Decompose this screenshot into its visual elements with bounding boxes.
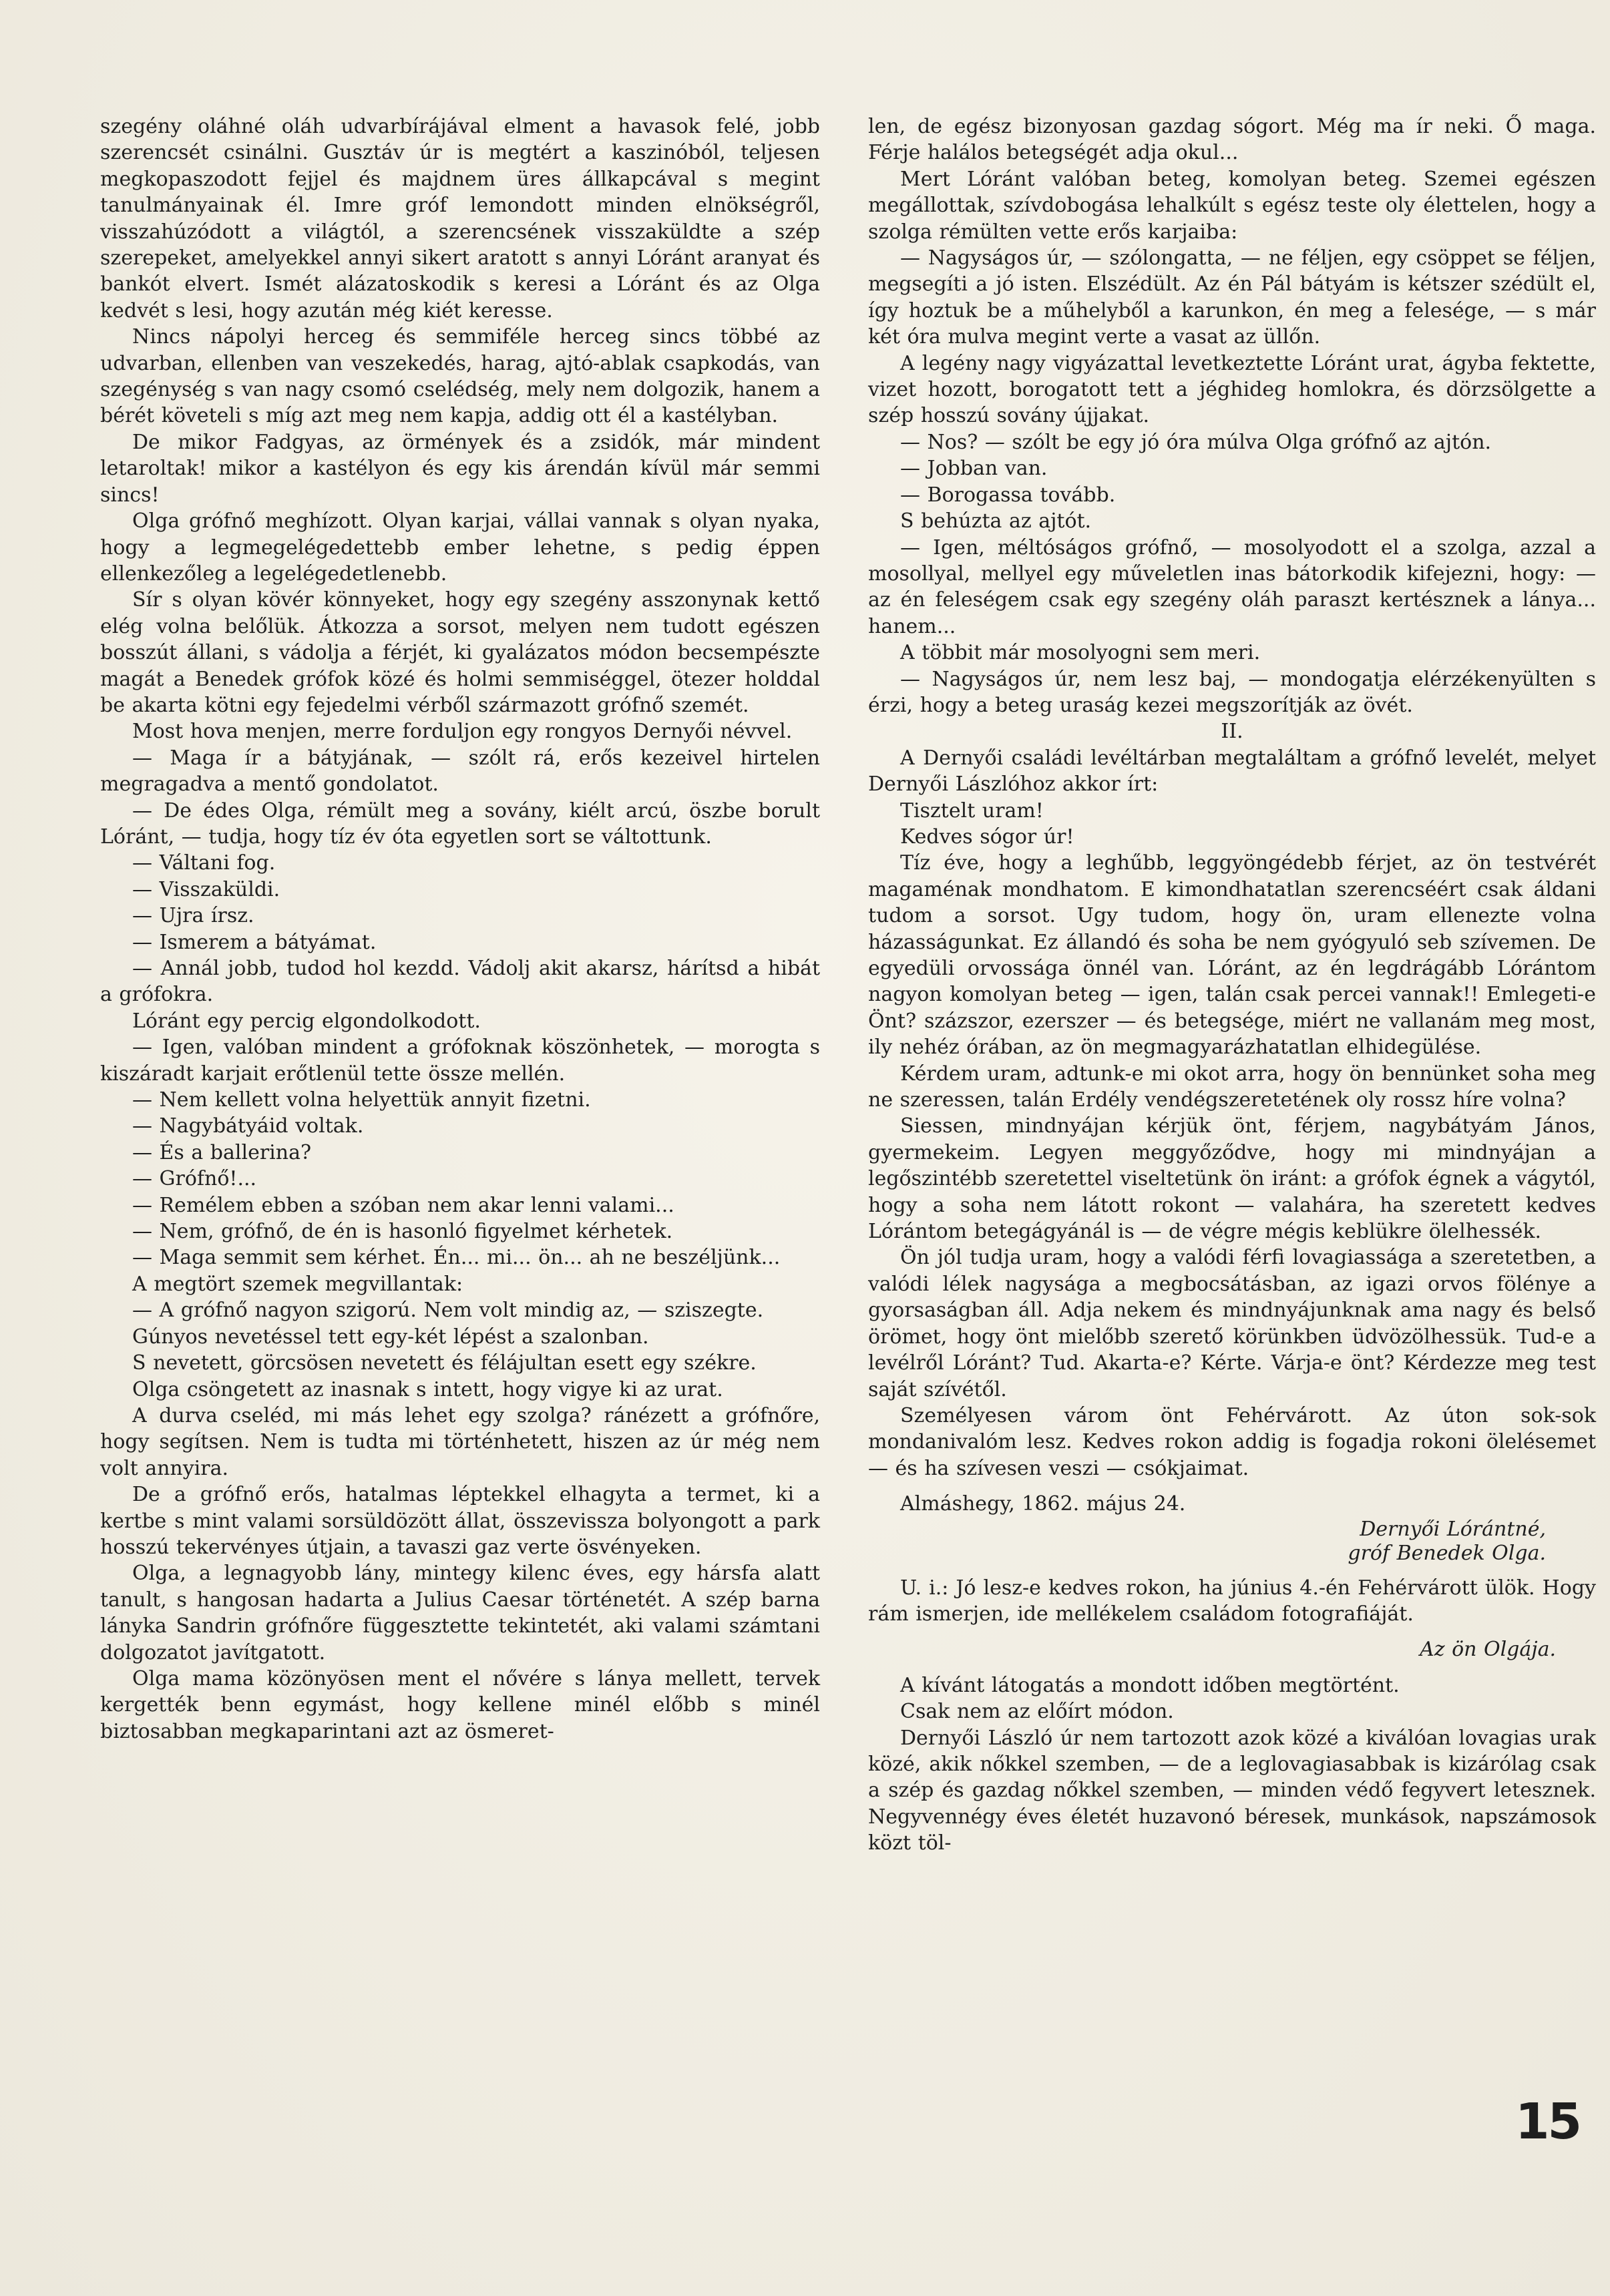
paragraph: Tíz éve, hogy a leghűbb, leggyöngédebb férjet, az ön testvérét magaménak mondhatom. E kimondhatatlan szerencséért csak áldani tudom a sorsot. Ugy tudom, hogy ön, uram ellenezte volna házasságunkat. Ez állandó és soha be nem gyógyuló seb szívemen. De egyedüli orvossága önnél van. Lóránt, az én legdrágább Lórántom nagyon komolyan beteg — igen, talán csak percei vannak!! Emlegeti-e Önt? százszor, ezerszer — és betegsége, miért ne vallanám meg most, ily nehéz órában, az ön megmagyarázhatatlan elhidegülése. <box>868 851 1596 1060</box>
paragraph: — Igen, valóban mindent a grófoknak köszönhetek, — morogta s kiszáradt karjait erőtlenül tette össze mellén. <box>100 1036 820 1086</box>
paragraph: — Grófnő!... <box>132 1167 257 1191</box>
paragraph: gróf Benedek Olga. <box>1348 1541 1546 1565</box>
paragraph: — Jobban van. <box>900 457 1048 481</box>
paragraph: II. <box>1221 720 1243 744</box>
paragraph: Az ön Olgája. <box>1420 1638 1556 1662</box>
paragraph: A kívánt látogatás a mondott időben megtörtént. <box>900 1673 1400 1697</box>
paragraph: — Nem, grófnő, de én is hasonló figyelmet kérhetek. <box>132 1220 673 1244</box>
paragraph: Tisztelt uram! <box>900 798 1044 823</box>
paragraph: — És a ballerina? <box>132 1140 312 1164</box>
paragraph: Olga grófnő meghízott. Olyan karjai, vállai vannak s olyan nyaka, hogy a legmegelégedettebb ember lehetne, s pedig éppen ellenkezőleg a legelégedetlenebb. <box>100 509 820 586</box>
paragraph: Siessen, mindnyájan kérjük önt, férjem, nagybátyám János, gyermekeim. Legyen meggyőződve, hogy mi mindnyájan a legőszintébb szeretettel viseltetünk ön iránt: a grófok égnek a vágytól, hogy a soha nem látott rokont — valahára, ha szeretett kedves Lórántom betegágyánál is — de végre mégis keblükre ölelhessék. <box>868 1114 1596 1244</box>
paragraph: Kedves sógor úr! <box>900 825 1074 849</box>
paragraph: — Annál jobb, tudod hol kezdd. Vádolj akit akarsz, hárítsd a hibát a grófokra. <box>100 957 820 1007</box>
paragraph: — Nagyságos úr, nem lesz baj, — mondogatja elérzékenyülten s érzi, hogy a beteg uraság kezei megszorítják az övét. <box>868 667 1596 717</box>
paragraph: Gúnyos nevetéssel tett egy-két lépést a szalonban. <box>132 1325 649 1349</box>
paragraph: — Nem kellett volna helyettük annyit fizetni. <box>132 1088 591 1112</box>
right-column <box>868 113 1596 1857</box>
paragraph: Mert Lóránt valóban beteg, komolyan beteg. Szemei egészen megállottak, szívdobogása lehalkúlt s egész teste oly élettelen, hogy a szolga rémülten vette erős karjaiba: <box>868 167 1596 244</box>
paragraph: A megtört szemek megvillantak: <box>132 1272 463 1296</box>
paragraph: — Ismerem a bátyámat. <box>132 930 377 954</box>
paragraph: Dernyői Lórántné, <box>1360 1517 1546 1541</box>
page-number: 15 <box>1515 2093 1580 2150</box>
paragraph: De a grófnő erős, hatalmas léptekkel elhagyta a termet, ki a kertbe s mint valami sorsüldözött állat, összevissza bolyongott a park hosszú tekervényes útjain, a tavaszi gaz verte ösvényeken. <box>100 1483 820 1559</box>
paragraph: Sír s olyan kövér könnyeket, hogy egy szegény asszonynak kettő elég volna belőlük. Átkozza a sorsot, melyen nem tudott egészen bosszút állani, s vádolja a férjét, ki gyalázatos módon becsempészte magát a Benedek grófok közé és holmi semmiséggel, ötezer holddal be akarta kötni egy fejedelmi vérből származott grófnő szemét. <box>100 588 820 717</box>
paragraph: — Visszaküldi. <box>132 877 280 901</box>
paragraph: — Nagyságos úr, — szólongatta, — ne féljen, egy csöppet se féljen, megsegíti a jó isten. Elszédült. Az én Pál bátyám is kétszer szédült el, így hoztuk be a műhelyből a karunkon, én meg a felesége, — s már két óra mulva megint verte a vasat az üllőn. <box>868 246 1596 349</box>
paragraph: szegény oláhné oláh udvarbírájával elment a havasok felé, jobb szerencsét csinálni. Gusztáv úr is megtért a kaszinóból, teljesen megkopaszodott fejjel és majdnem üres állkapcával s megint tanulmányainak él. Imre gróf lemondott minden elnökségről, visszahúzódott a világtól, a szerencsének visszaküldte a szép szerepeket, amelyekkel annyi sikert aratott s annyi Lóránt aranyat és bankót elvert. Ismét alázatoskodik s keresi a Lóránt és az Olga kedvét s lesi, hogy azután még kiét keresse. <box>100 115 820 322</box>
paragraph: A durva cseléd, mi más lehet egy szolga? ránézett a grófnőre, hogy segítsen. Nem is tudta mi történhetett, hiszen az úr még nem volt annyira. <box>100 1403 820 1480</box>
paragraph: — Maga ír a bátyjának, — szólt rá, erős kezeivel hirtelen megragadva a mentő gondolatot. <box>100 746 820 796</box>
paragraph: Olga csöngetett az inasnak s intett, hogy vigye ki az urat. <box>132 1377 723 1401</box>
paragraph: — A grófnő nagyon szigorú. Nem volt mindig az, — sziszegte. <box>132 1299 764 1323</box>
paragraph: A Dernyői családi levéltárban megtaláltam a grófnő levelét, melyet Dernyői Lászlóhoz akkor írt: <box>868 746 1596 796</box>
paragraph: — Váltani fog. <box>132 851 276 875</box>
paragraph: len, de egész bizonyosan gazdag sógort. Még ma ír neki. Ő maga. Férje halálos betegségét adja okul... <box>868 115 1596 165</box>
paragraph: — Nagybátyáid voltak. <box>132 1114 364 1138</box>
paragraph: Olga mama közönyösen ment el nővére s lánya mellett, tervek kergették benn egymást, hogy kellene minél előbb s minél biztosabban megkaparintani azt az ösmeret- <box>100 1666 820 1743</box>
paragraph: A többit már mosolyogni sem meri. <box>900 641 1261 665</box>
paragraph: S behúzta az ajtót. <box>900 509 1092 533</box>
paragraph: — Nos? — szólt be egy jó óra múlva Olga grófnő az ajtón. <box>900 430 1492 454</box>
paragraph: — De édes Olga, rémült meg a sovány, kiélt arcú, öszbe borult Lóránt, — tudja, hogy tíz év óta egyetlen sort se váltottunk. <box>100 798 820 849</box>
paragraph: Nincs nápolyi herceg és semmiféle herceg sincs többé az udvarban, ellenben van veszekedés, harag, ajtó-ablak csapkodás, van szegénység s van nagy csomó cselédség, mely nem dolgozik, hanem a bérét követeli s míg azt meg nem kapja, addig ott él a kastélyban. <box>100 325 820 428</box>
paragraph: — Borogassa tovább. <box>900 483 1116 507</box>
paragraph: — Ujra írsz. <box>132 904 254 928</box>
paragraph: De mikor Fadgyas, az örmények és a zsidók, már mindent letaroltak! mikor a kastélyon és egy kis árendán kívül már semmi sincs! <box>100 430 820 507</box>
paragraph: — Maga semmit sem kérhet. Én... mi... ön... ah ne beszéljünk... <box>132 1246 781 1270</box>
paragraph: Személyesen várom önt Fehérvárott. Az úton sok-sok mondanivalóm lesz. Kedves rokon addig is fogadja rokoni ölelésemet — és ha szívesen veszi — csókjaimat. <box>868 1403 1596 1480</box>
paragraph: Csak nem az előírt módon. <box>900 1700 1174 1724</box>
left-column <box>100 113 820 1745</box>
paragraph: U. i.: Jó lesz-e kedves rokon, ha június 4.-én Fehérvárott ülök. Hogy rám ismerjen, ide mellékelem családom fotografiáját. <box>868 1576 1596 1626</box>
paragraph: Lóránt egy percig elgondolkodott. <box>132 1009 481 1033</box>
paragraph: — Remélem ebben a szóban nem akar lenni valami... <box>132 1193 674 1217</box>
paragraph: S nevetett, görcsösen nevetett és félájultan esett egy székre. <box>132 1351 757 1375</box>
paragraph: Dernyői László úr nem tartozott azok közé a kiválóan lovagias urak közé, akik nőkkel szemben, — de a leglovagiasabbak is kizárólag csak a szép és gazdag nőkkel szemben, — minden védő fegyvert letesznek. Negyvennégy éves életét huzavonó béresek, munkások, napszámosok közt töl- <box>868 1726 1596 1855</box>
paragraph: Kérdem uram, adtunk-e mi okot arra, hogy ön bennünket soha meg ne szeressen, talán Erdély vendégszeretetének oly rossz híre volna? <box>868 1062 1596 1112</box>
paragraph: A legény nagy vigyázattal levetkeztette Lóránt urat, ágyba fektette, vizet hozott, borogatott tett a jéghideg homlokra, és dörzsölgette a szép hosszú sovány újjakat. <box>868 351 1596 428</box>
paragraph: — Igen, méltóságos grófnő, — mosolyodott el a szolga, azzal a mosollyal, mellyel egy műveletlen inas bátorkodik kifejezni, hogy: — az én feleségem csak egy szegény oláh paraszt kertésznek a lánya... hanem... <box>868 535 1596 638</box>
paragraph: Olga, a legnagyobb lány, mintegy kilenc éves, egy hársfa alatt tanult, s hangosan hadarta a Julius Caesar történetét. A szép barna lányka Sandrin grófnőre függesztette tekintetét, aki valami számtani dolgozatot javítgatott. <box>100 1562 820 1664</box>
paragraph: Almáshegy, 1862. május 24. <box>900 1492 1186 1516</box>
paragraph: Most hova menjen, merre forduljon egy rongyos Dernyői névvel. <box>132 720 793 744</box>
paragraph: Ön jól tudja uram, hogy a valódi férfi lovagiassága a szeretetben, a valódi lélek nagysága a megbocsátásban, az igazi orvos fölénye a gyorsaságban áll. Adja nekem és mindnyájunknak ama nagy és belső örömet, hogy önt mielőbb szerető körünkben üdvözölhessük. Tud-e a levélről Lóránt? Tud. Akarta-e? Kérte. Várja-e önt? Kérdezze meg test saját szívétől. <box>868 1246 1596 1401</box>
